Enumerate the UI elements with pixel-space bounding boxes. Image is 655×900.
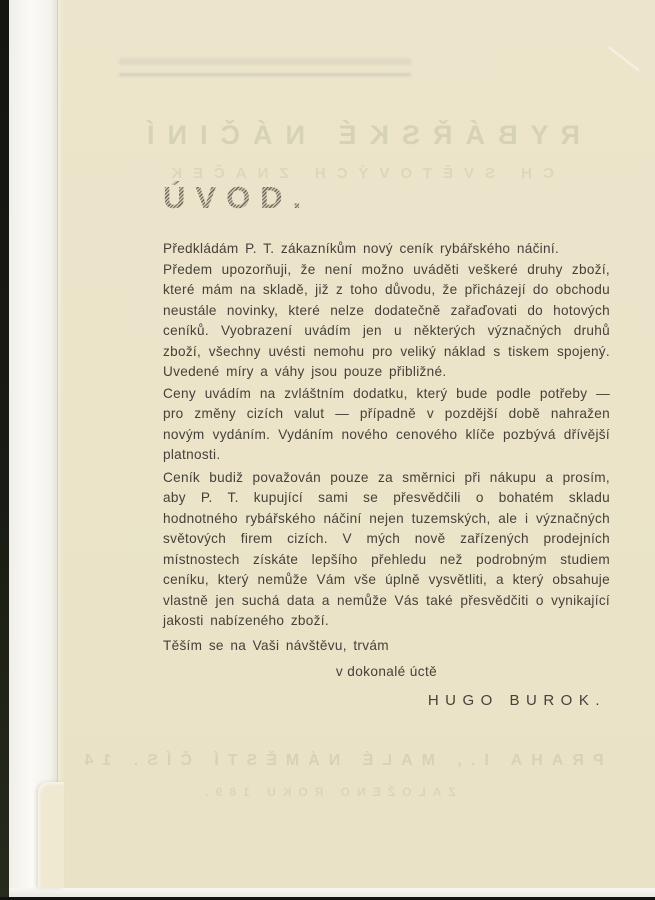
backing-sheet [9,0,57,900]
signature-name: HUGO BUROK. [427,691,606,709]
paragraph-salutation: Těším se na Vaši návštěvu, trvám [163,637,389,653]
text-block [163,0,610,711]
scanner-edge-left [0,0,9,900]
showthrough-text-top-2: CH SVĚTOVÝCH ZNAČEK [160,165,554,182]
closing-phrase: v dokonalé úctě [335,664,438,679]
backing-sheet-bottom [9,888,655,897]
showthrough-text-top-1: RYBÁŘSKÉ NÁČINÍ [134,120,581,150]
paper-crease-scratch [608,47,639,72]
under-page-corner [38,782,64,888]
paragraph-notice: Předem upozorňuji, že není možno uváděti veškeré druhy zboží, které mám na skladě, již z toho důvodu, že přicházejí do obchodu neustále novinky, které nelze dodatečně zařaďovati do hotových ceníků. Vyobrazení uvádím jen u některých význačných druhů zboží, všechny uvésti nemohu pro veliký náklad s tiskem spojený. Uvedené míry a váhy jsou pouze přibližné. [163,261,610,379]
page-title: ÚVOD. [163,181,610,215]
showthrough-text-bottom-2: ZALOŽENO ROKU 189. [198,785,456,799]
paragraph-intro: Předkládám P. T. zákazníkům nový ceník rybářského náčiní. [163,241,560,256]
paragraph-guideline: Ceník budiž považován pouze za směrnici při nákupu a prosím, aby P. T. kupující sami se přesvědčili o bohatém skladu hodnotného rybářského náčiní nejen tuzemských, ale i význačných světových firem cizích. V mých nově zařízených prodejních místnostech získáte lepšího přehledu než podrobným studiem ceníku, který nemůže Vám vše úplně vysvětliti, a který obsahuje vlastně jen suchá data a nemůže Vás také přesvědčiti o vynikající jakosti nabízeného zboží. [163,469,610,628]
paragraph-prices: Ceny uvádím na zvláštním dodatku, který bude podle potřeby — pro změny cizích valut — případně v pozdější době nahražen novým vydáním. Vydáním nového cenového klíče pozbývá dřívější platnosti. [163,385,610,462]
document-page [57,0,655,888]
showthrough-text-bottom-1: PRAHA I., MALÉ NÁMĚSTÍ ČÍS. 14 [75,752,604,769]
